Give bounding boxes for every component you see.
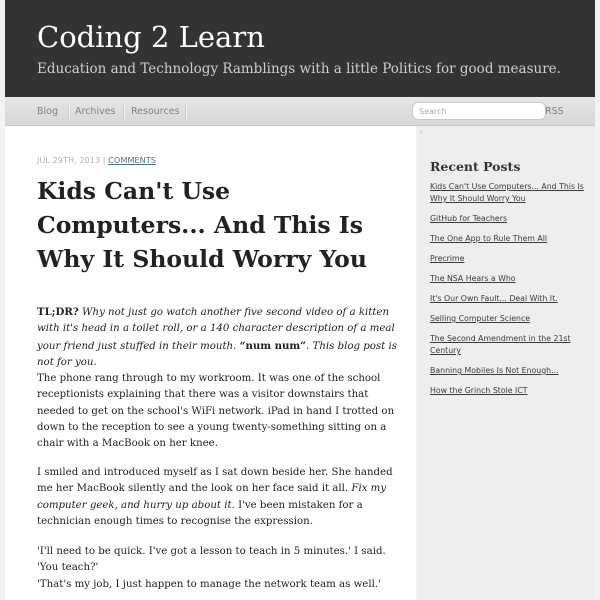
nav-blog[interactable]: Blog <box>37 106 58 117</box>
recent-post-link[interactable]: The Second Amendment in the 21st Century <box>430 334 571 355</box>
dialogue-line: 'You teach?' <box>37 562 99 574</box>
tldr-quote: “num num” <box>239 339 307 352</box>
site-title[interactable]: Coding 2 Learn <box>37 20 265 54</box>
recent-post-link[interactable]: The One App to Rule Them All <box>430 234 548 243</box>
post-meta <box>37 155 156 165</box>
recent-posts-list <box>430 181 590 405</box>
dialogue-paragraph <box>37 544 399 593</box>
search-input[interactable] <box>412 102 546 120</box>
recent-post-link[interactable]: Banning Mobiles Is Not Enough... <box>430 366 559 375</box>
recent-post-link[interactable]: GitHub for Teachers <box>430 214 508 223</box>
nav-resources[interactable]: Resources <box>131 106 180 117</box>
nav-separator <box>123 102 125 122</box>
list-item <box>430 385 590 397</box>
nav-separator <box>185 102 187 122</box>
nav-bar <box>5 97 595 126</box>
site-tagline: Education and Technology Ramblings with a little Politics for good measure. <box>37 61 561 77</box>
list-item <box>430 313 590 325</box>
tldr-label: TL;DR? <box>37 306 79 318</box>
nav-separator <box>68 102 70 122</box>
recent-post-link[interactable]: It's Our Own Fault... Deal With It. <box>430 294 558 303</box>
tldr-text: Why not just go watch another five second video of a kitten with it's head in a toilet roll, or a 140 character description of a meal your friend just stuffed in their mouth. <box>37 307 395 352</box>
recent-post-link[interactable]: Precrime <box>430 254 465 263</box>
body-paragraph: The phone rang through to my workroom. It was one of the school receptionists explaining that there was a visitor downstairs that needed to get on the school's WiFi network. iPad in hand I trotted on down to the reception to see a young twenty-something sitting on a chair with a MacBook on her knee. <box>37 373 395 450</box>
p2-italic: Fix my computer geek, and hurry up about it. <box>37 483 387 511</box>
p2-start: I smiled and introduced myself as I sat down beside her. She handed me her MacBook silently and the look on her face said it all. <box>37 467 393 495</box>
meta-separator: | <box>100 155 109 165</box>
list-item <box>430 213 590 225</box>
list-item <box>430 293 590 305</box>
list-item <box>430 273 590 285</box>
post-date: JUL 29TH, 2013 <box>37 155 101 165</box>
list-item <box>430 333 590 357</box>
dialogue-line: 'That's my job, I just happen to manage the network team as well.' <box>37 578 381 590</box>
recent-post-link[interactable]: Selling Computer Science <box>430 314 531 323</box>
sidebar <box>417 126 595 600</box>
list-item <box>430 365 590 377</box>
list-item <box>430 181 590 205</box>
dialogue-line: 'I'll need to be quick. I've got a lesson to teach in 5 minutes.' I said. <box>37 546 386 557</box>
recent-post-link[interactable]: How the Grinch Stole ICT <box>430 386 528 395</box>
site-header <box>5 0 595 97</box>
comments-link[interactable]: COMMENTS <box>108 155 156 165</box>
body-paragraph <box>37 465 399 530</box>
list-item <box>430 253 590 265</box>
collapse-sidebar-icon[interactable]: » <box>419 127 424 136</box>
tldr-end: . This blog post is not for you. <box>37 340 397 368</box>
recent-post-link[interactable]: The NSA Hears a Who <box>430 274 516 283</box>
post-content <box>5 126 416 600</box>
nav-archives[interactable]: Archives <box>75 106 116 117</box>
p2-end: I've been mistaken for a technician enough times to recognise the expression. <box>37 499 363 527</box>
recent-post-link[interactable]: Kids Can't Use Computers... And This Is Why It Should Worry You <box>430 182 584 203</box>
post-title[interactable]: Kids Can't Use Computers... And This Is Why It Should Worry You <box>37 177 367 273</box>
recent-posts-heading: Recent Posts <box>430 159 521 174</box>
rss-link[interactable]: RSS <box>545 106 564 117</box>
list-item <box>430 233 590 245</box>
tldr-paragraph <box>37 304 399 371</box>
